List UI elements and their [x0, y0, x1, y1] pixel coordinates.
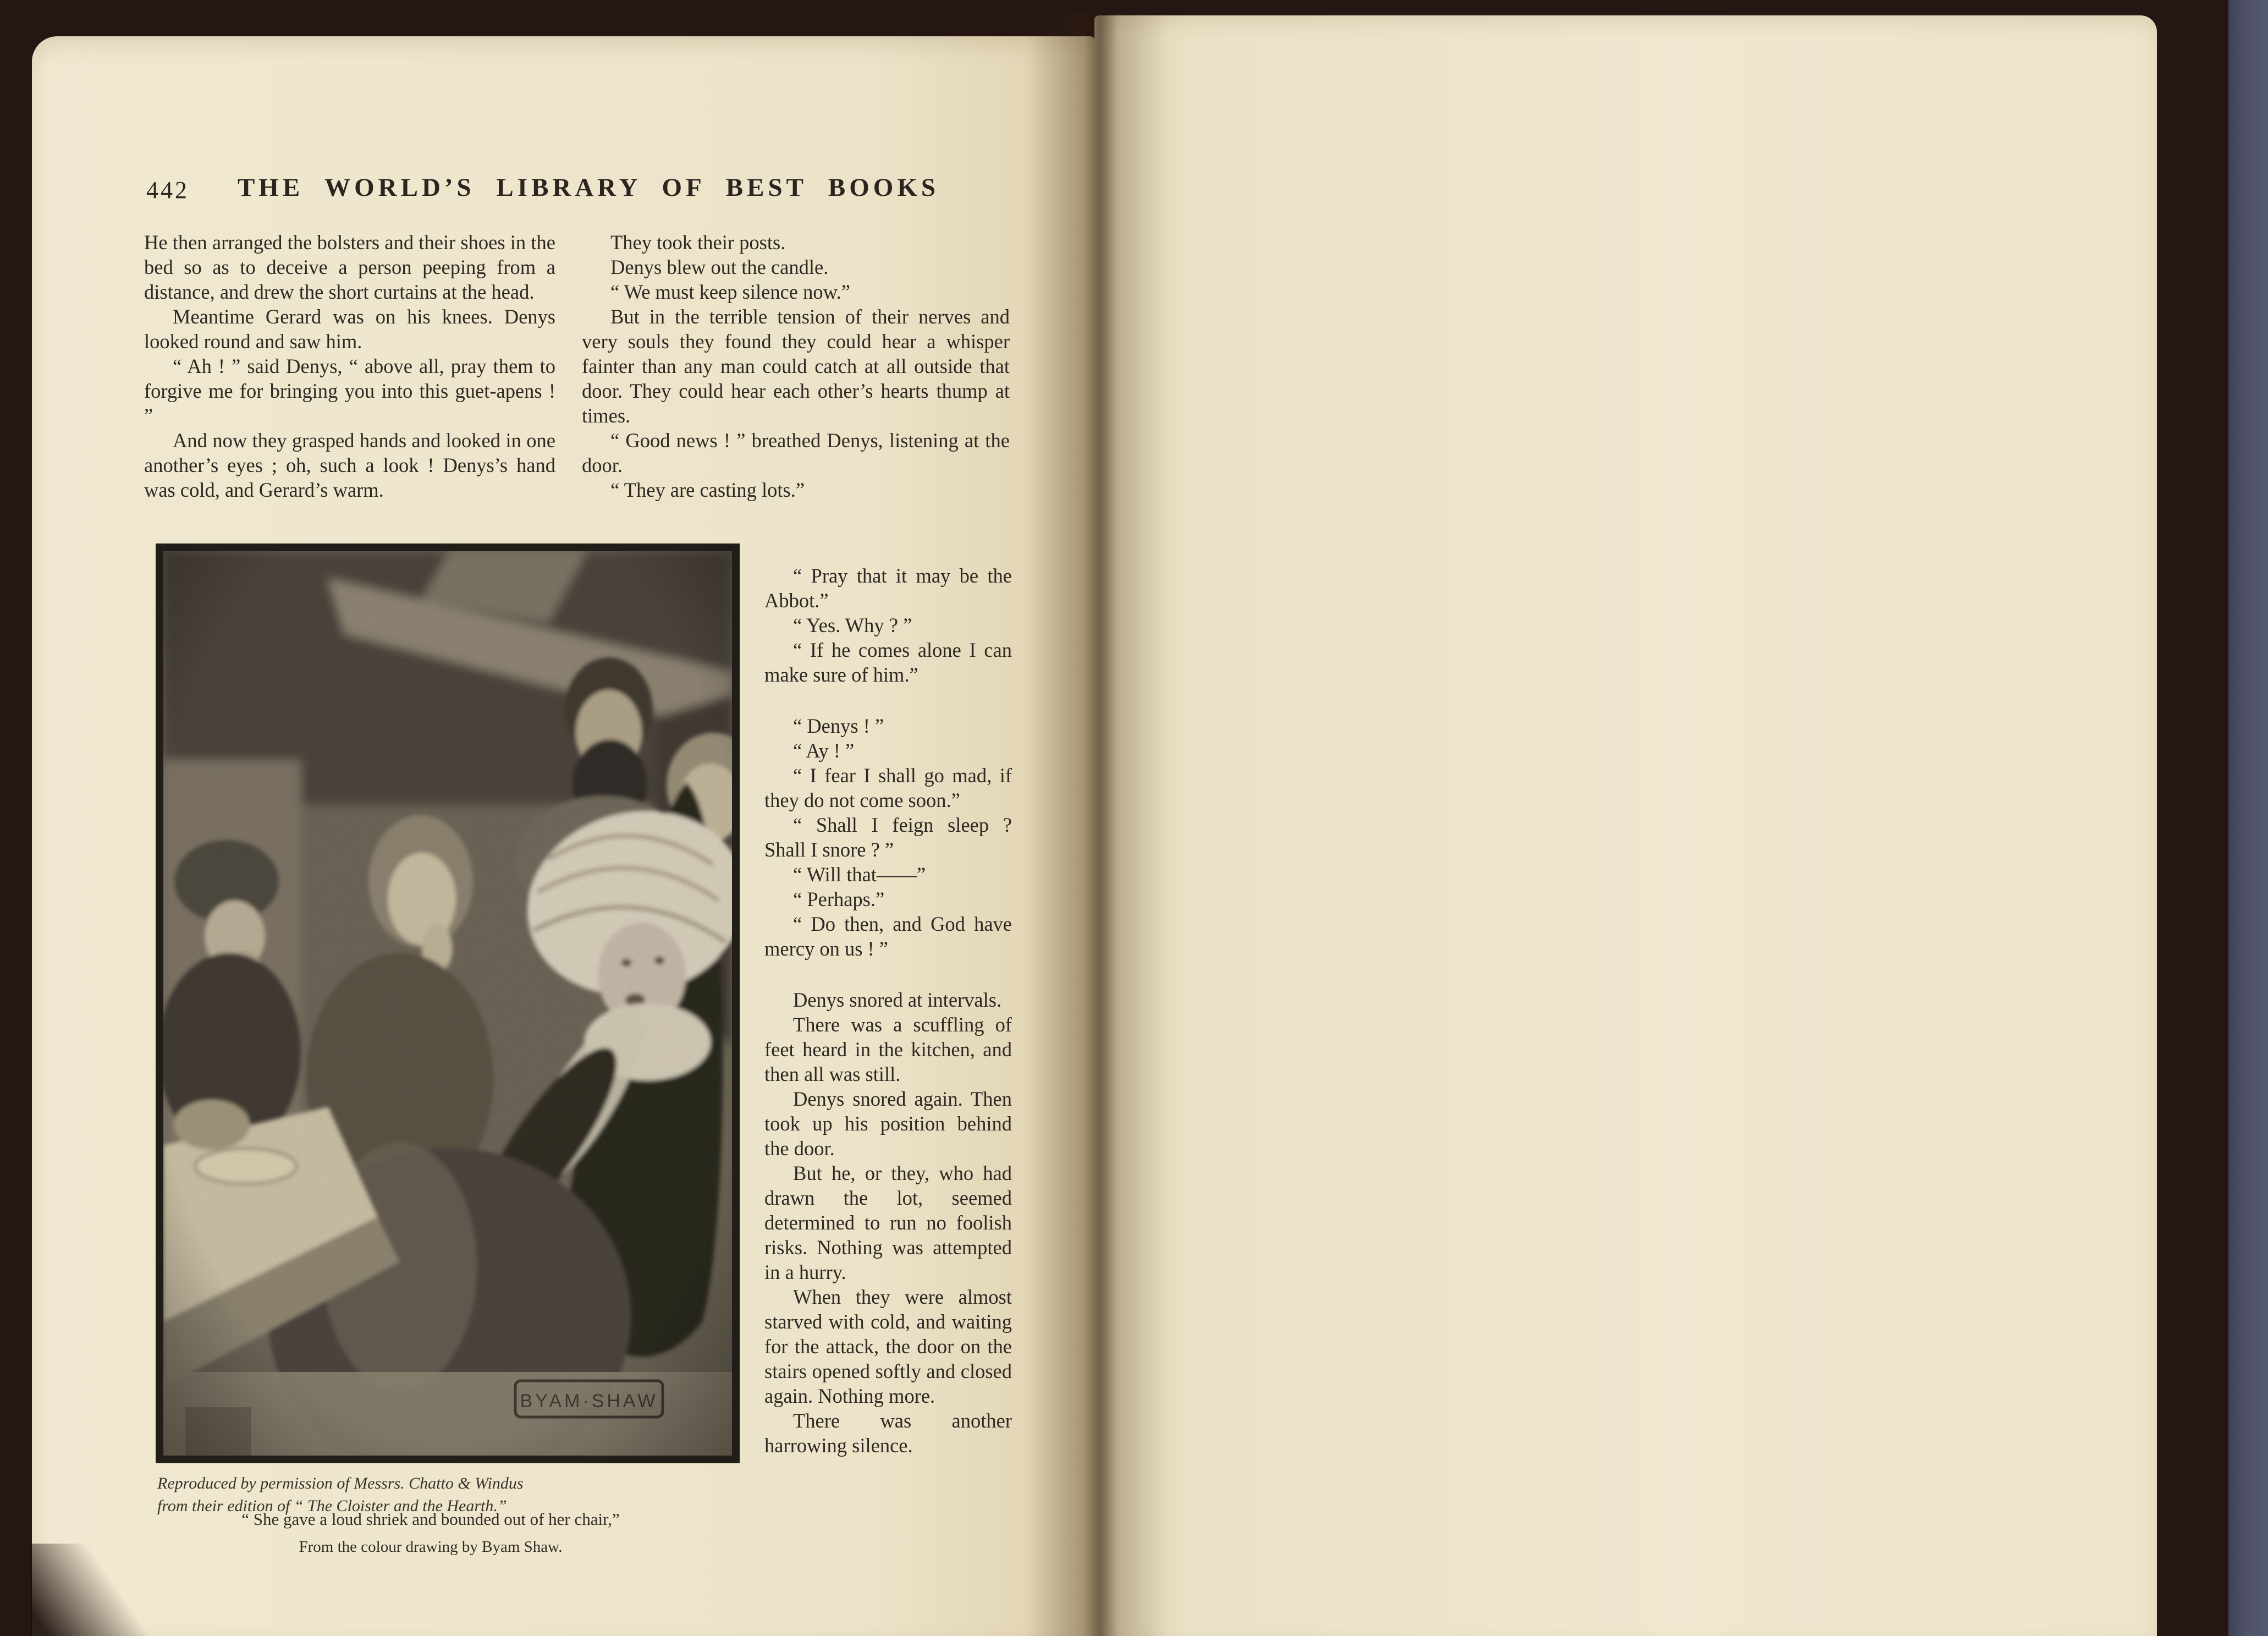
paragraph: “ Good news ! ” breathed Denys, listening at the door. [582, 429, 1010, 476]
paragraph: And now they grasped hands and looked in one another’s eyes ; oh, such a look ! Denys’s hand was cold, and Gerard’s warm. [144, 429, 555, 501]
illustration-caption-attribution: From the colour drawing by Byam Shaw. [299, 1538, 563, 1556]
page-number-left: 442 [146, 177, 189, 204]
paragraph: Denys blew out the candle. [610, 256, 829, 278]
paragraph: But he, or they, who had drawn the lot, seemed determined to run no foolish risks. Nothing was attempted in a hurry. [764, 1162, 1012, 1283]
paragraph: “ Pray that it may be the Abbot.” [764, 564, 1012, 612]
paragraph: “ Ah ! ” said Denys, “ above all, pray them to forgive me for bringing you into this guet-apens ! ” [144, 355, 555, 427]
running-title-left: THE WORLD’S LIBRARY OF BEST BOOKS [237, 173, 940, 202]
left-narrow-column [764, 563, 1012, 1553]
illustration-caption-quote: “ She gave a loud shriek and bounded out of her chair,” [241, 1509, 620, 1529]
paragraph: But in the terrible tension of their nerves and very souls they found they could hear a whisper fainter than any man could catch at all outside that door. They could hear each other’s hearts thump at times. [582, 305, 1010, 427]
paragraph: “ Ay ! ” [793, 739, 855, 762]
left-column-2 [582, 230, 1010, 552]
paragraph: Denys snored at intervals. [793, 989, 1002, 1011]
paragraph: “ Do then, and God have mercy on us ! ” [764, 913, 1012, 960]
paragraph: “ Yes. Why ? ” [793, 614, 912, 636]
illustration-image [163, 551, 732, 1456]
paragraph: Denys snored again. Then took up his position behind the door. [764, 1088, 1012, 1160]
paragraph: There was a scuffling of feet heard in the kitchen, and then all was still. [764, 1013, 1012, 1085]
paragraph: They took their posts. [610, 231, 786, 254]
paragraph: “ Shall I feign sleep ? Shall I snore ? ” [764, 814, 1012, 861]
paragraph: “ Perhaps.” [793, 888, 885, 910]
paragraph: “ Will that——” [793, 863, 926, 886]
paragraph: “ If he comes alone I can make sure of him.” [764, 639, 1012, 686]
paragraph: “ We must keep silence now.” [610, 281, 850, 303]
paragraph: When they were almost starved with cold, and waiting for the attack, the door on the stairs opened softly and closed again. Nothing more. [764, 1286, 1012, 1407]
credit-line: Reproduced by permission of Messrs. Chatto & Windus [157, 1474, 524, 1492]
paragraph: Meantime Gerard was on his knees. Denys looked round and saw him. [144, 305, 555, 353]
paragraph: “ Denys ! ” [793, 715, 884, 737]
credit-line: from their edition of “ The Cloister and the Hearth.” [157, 1497, 507, 1515]
paragraph: There was another harrowing silence. [764, 1409, 1012, 1457]
paragraph: He then arranged the bolsters and their shoes in the bed so as to deceive a person peeping from a distance, and drew the short curtains at the head. [144, 231, 555, 303]
paragraph: “ They are casting lots.” [610, 479, 805, 501]
left-column-1 [144, 230, 555, 552]
book-illustration [156, 543, 740, 1463]
paragraph: “ I fear I shall go mad, if they do not come soon.” [764, 764, 1012, 811]
